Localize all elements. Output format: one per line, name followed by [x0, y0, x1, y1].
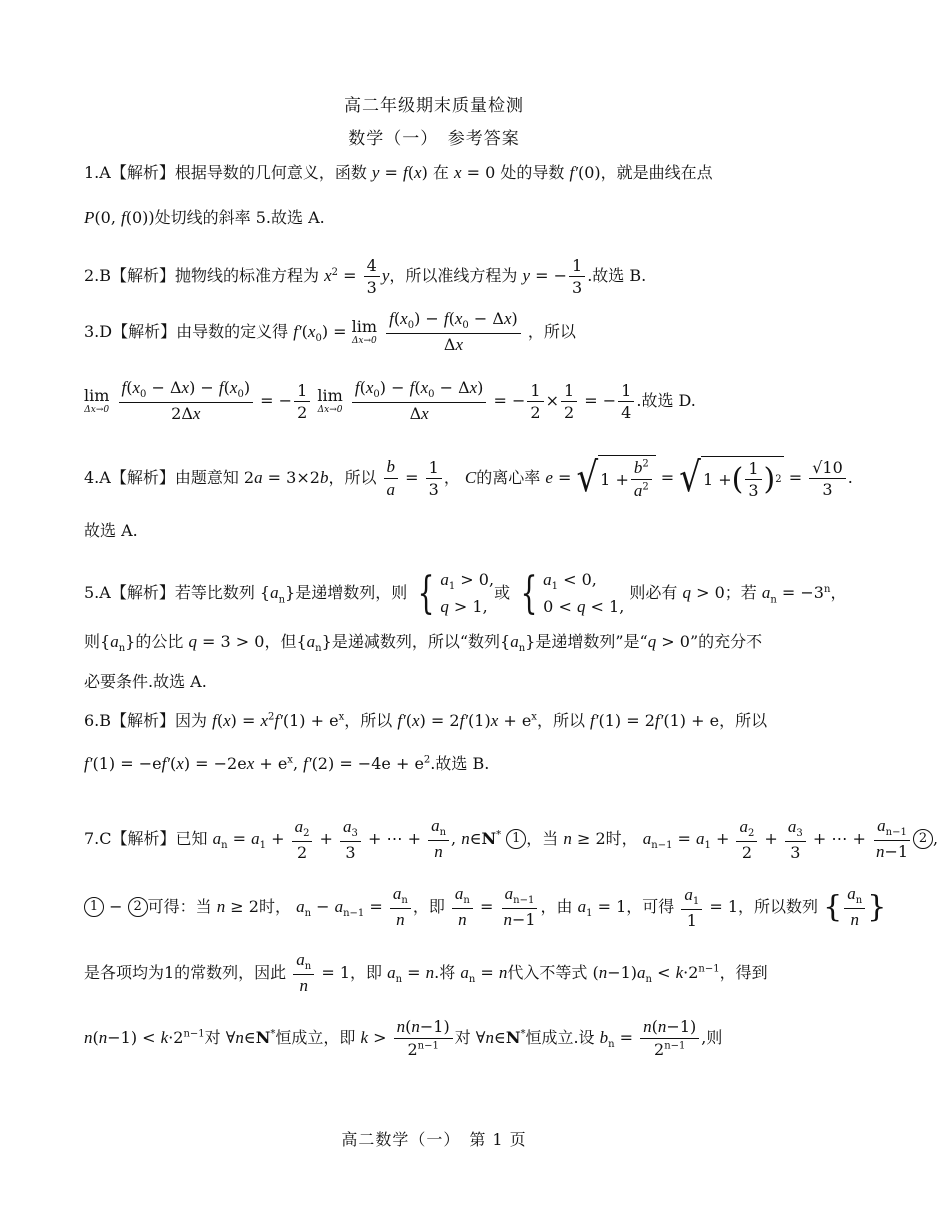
page-subtitle: 数学（一） 参考答案: [348, 129, 520, 149]
q4-line2: 故选 A.: [84, 521, 138, 540]
q7-line3: 是各项均为1的常数列，因此 $\frac{a_n}{n}$ = 1，即 $a_n = n$.将 $a_n = n$代入不等式 $(n-1)a_n < k\cdot 2^{n-1}$，得到: [84, 950, 768, 996]
page-title: 高二年级期末质量检测: [344, 96, 524, 116]
q7-line2: 1 − 2 可得：当 n ≥ 2时， $a_n - a_{n-1}$ = $\frac{a_n}{n}$ ，即 $\frac{a_n}{n}$ = $\frac{a_{n-1}}{n-1}$ ，由 $a_1 = 1$，可得 $\frac{a_1}{1}$ = 1，所以数列 { $\frac{a_n}{n}$ }: [84, 884, 886, 931]
q3-line2: lim Δx→0 $\frac{f(x_0 - \Delta x) - f(x_0)}{2\Delta x}$ = − $\frac{1}{2}$ lim Δx→0 $\frac{f(x_0) - f(x_0 - \Delta x)}{\Delta x}$ = − $\frac{1}{2}$ × $\frac{1}{2}$ = − $\frac{1}{4}$ .故选 D.: [84, 378, 696, 424]
q6-line1: 6.B【解析】因为 $f(x) = x^2f'(1) + e^x$，所以 $f'(x) = 2f'(1)x + e^x$，所以 f′(1) = 2f′(1) + e，所以: [84, 711, 768, 730]
q7-line1: 7.C【解析】已知 $a_n = a_1$ + $\frac{a_2}{2}$ + $\frac{a_3}{3}$ + ⋯ + $\frac{a_n}{n}$ , n∈N* 1 ，当 n ≥ 2时， $a_{n-1} = a_1$ + $\frac{a_2}{2}$ + $\frac{a_3}{3}$ + ⋯ + $\frac{a_{n-1}}{n-1}$ 2 ,: [84, 816, 938, 862]
q4-line1: 4.A【解析】由题意知 2a = 3×2b，所以 $\frac{b}{a}$ = $\frac{1}{3}$ ， C的离心率 e = √ 1 + $\frac{b^2}{a^2}$ = √ 1 + ( $\frac{1}{3}$ ) 2 = $\frac{√10}{3}$ .: [84, 454, 853, 503]
q1-line1: 1.A【解析】根据导数的几何意义，函数 y = f(x) 在 x = 0 处的导数 f′(0)，就是曲线在点: [84, 163, 713, 182]
q1-line2: P(0, f(0))处切线的斜率 5.故选 A.: [84, 208, 325, 227]
q2-line: 2.B【解析】抛物线的标准方程为 $x^2$ = $\frac{4}{3}$ y，所以准线方程为 y = − $\frac{1}{3}$ .故选 B.: [84, 256, 647, 298]
q5-line1: 5.A【解析】若等比数列 $\{a_n\}$是递增数列，则 { $a_1 > 0$, q > 1, 或 { $a_1 < 0$, 0 < q < 1, 则必有 q > 0；若 $a_n = -3^n$，: [84, 567, 847, 619]
q7-line4: $n(n-1) < k\cdot 2^{n-1}$对 ∀n∈N*恒成立，即 k > $\frac{n(n-1)}{2^{n-1}}$ 对 ∀n∈N*恒成立.设 $b_n$ = $\frac{n(n-1)}{2^{n-1}}$ ,则: [84, 1017, 723, 1060]
q3-line1: 3.D【解析】由导数的定义得 $f'(x_0)$ = lim Δx→0 $\frac{f(x_0) - f(x_0 - \Delta x)}{\Delta x}$ ，所以: [84, 309, 576, 355]
q5-line3: 必要条件.故选 A.: [84, 672, 207, 691]
q6-line2: $f'(1) = -ef'(x) = -2ex + e^x$, $f'(2) = -4e + e^2$.故选 B.: [84, 754, 490, 773]
page-footer: 高二数学（一） 第 1 页: [341, 1130, 527, 1149]
q5-line2: 则$\{a_n\}$的公比 q = 3 > 0，但$\{a_n\}$是递减数列，所以“数列$\{a_n\}$是递增数列”是“q > 0”的充分不: [84, 632, 763, 655]
